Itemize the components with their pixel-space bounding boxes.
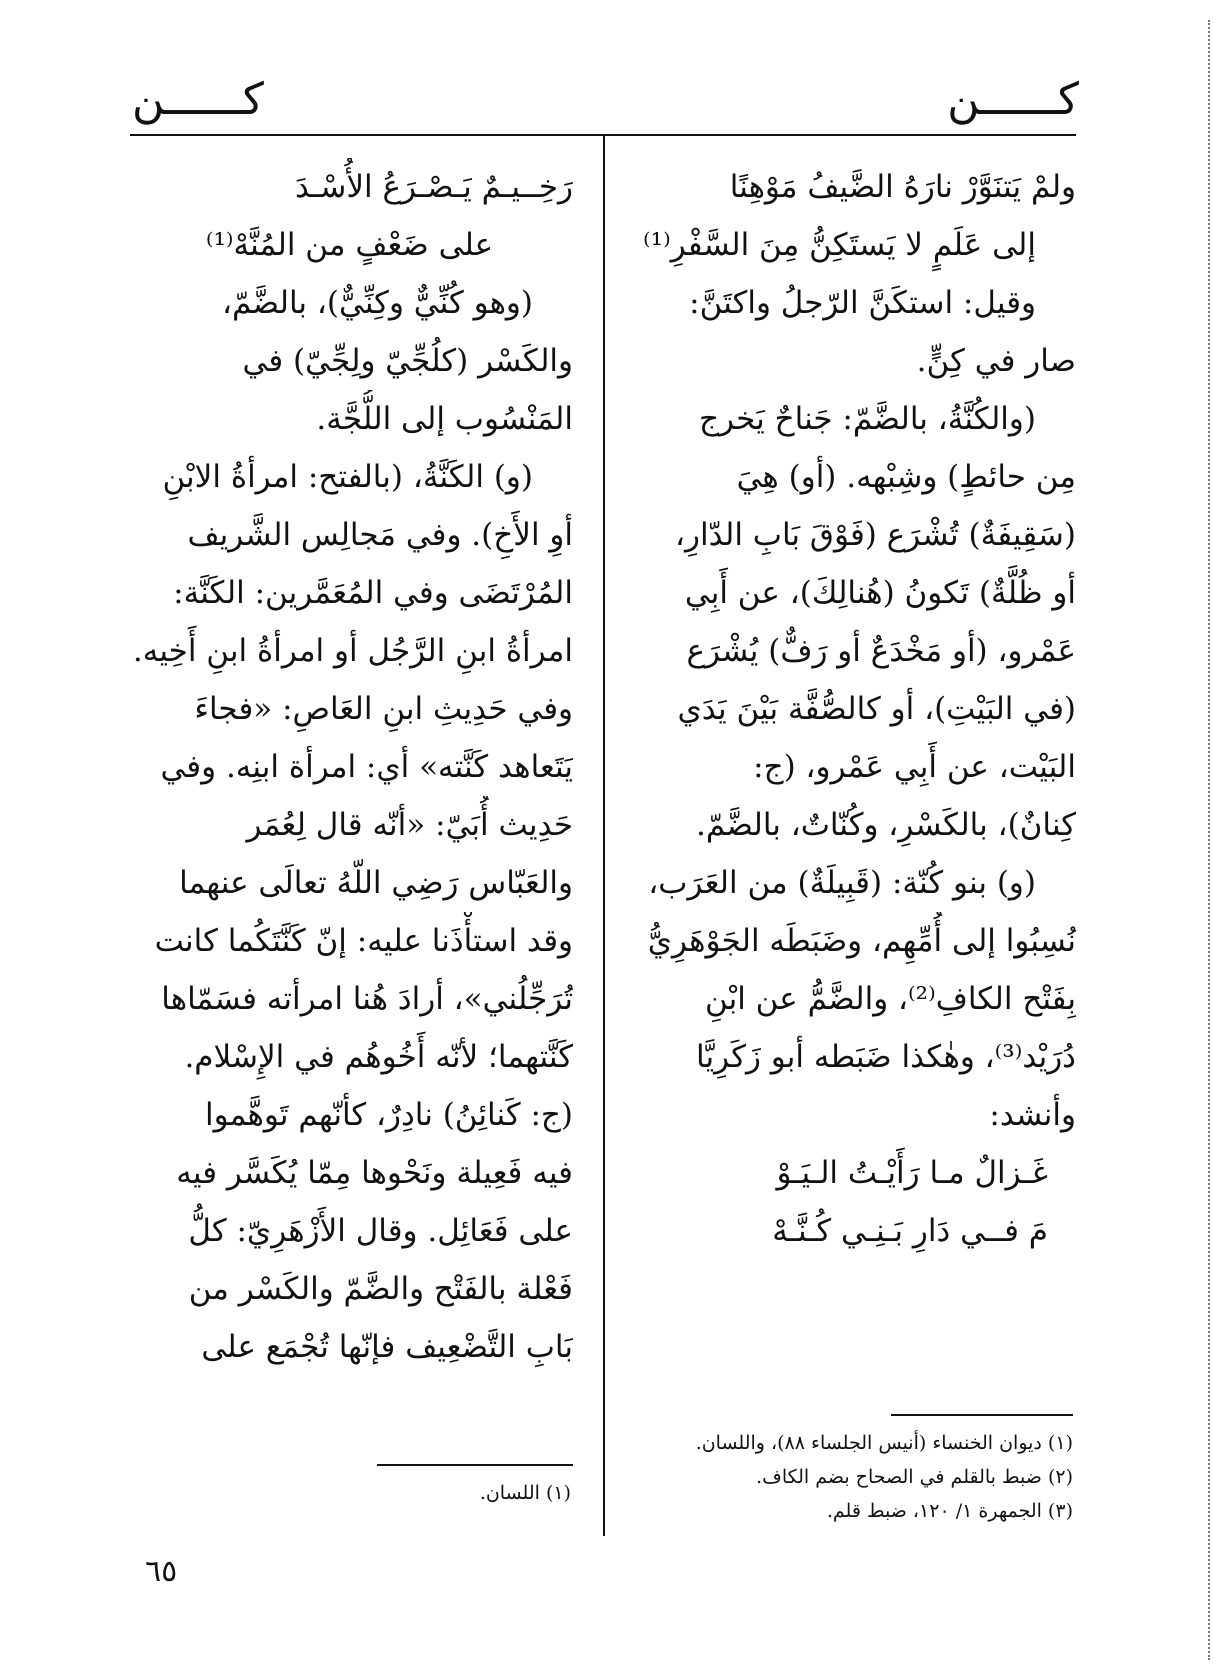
text-line: وأنشد: (989, 1097, 1076, 1133)
running-header-left: كــــــن (132, 74, 264, 125)
text-line: امرأةُ ابنِ الرَّجُل أو امرأةُ ابنِ أَخِيه. (132, 633, 573, 669)
text-line: كِنانٌ)، بالكَسْرِ، وكُنّاتٌ، بالضَّمّ. (696, 807, 1076, 843)
text-line: (ج: كَنائِنُ) نادِرٌ، كأنّهم تَوهَّموا (205, 1097, 573, 1133)
poem-line: على ضَعْفٍ من المُنَّهْ⁽¹⁾ (205, 227, 494, 263)
text-line: نُسِبُوا إلى أُمِّهِم، وضَبَطَه الجَوْهَرِيُّ (647, 923, 1076, 959)
text-line: إلى عَلَمٍ لا يَستَكِنُّ مِنَ السَّفْرِ⁽¹⁾ (643, 227, 1036, 263)
text-line: صار في كِنٍّ. (916, 343, 1076, 379)
footnote: (١) اللسان. (479, 1482, 571, 1504)
text-line: على فَعَائِل. وقال الأَزْهَرِيّ: كلُّ (188, 1213, 573, 1249)
text-line: تُرَجِّلُني»، أرادَ هُنا امرأته فسَمّاها (161, 981, 573, 1017)
text-line: (سَقِيفَةٌ) تُشْرَع (فَوْقَ بَابِ الدّارِ، (675, 517, 1076, 553)
text-line: فَعْلة بالفَتْح والضَّمّ والكَسْر من (188, 1271, 573, 1307)
text-line: (و) بنو كُنّة: (قَبِيلَةٌ) من العَرَب، (648, 865, 1036, 901)
text-line: والكَسْر (كلُجِّيّ ولِجِّيّ) في (242, 343, 573, 379)
footnote: (٢) ضبط بالقلم في الصحاح بضم الكاف. (756, 1466, 1073, 1488)
footnote: (١) ديوان الخنساء (أنيس الجلساء ٨٨)، واللسان. (695, 1432, 1073, 1454)
text-line: مِن حائطٍ) وشِبْهه. (أو) هِيَ (736, 459, 1076, 495)
column-divider (603, 136, 605, 1536)
text-line: المُرْتَضَى وفي المُعَمَّرين: الكَنَّة: (173, 575, 573, 611)
left-column (126, 158, 573, 1376)
page-edge-dots (1208, 20, 1210, 1660)
text-line: المَنْسُوب إلى اللُّجَّة. (316, 401, 573, 437)
text-line: (وهو كُنِّيٌّ وكِنِّيٌّ)، بالضَّمّ، (222, 285, 533, 321)
footnotes-left (480, 1476, 571, 1510)
text-line: (والكُنَّةُ، بالضَّمّ: جَناحٌ يَخرج (699, 401, 1036, 437)
text-line: بِفَتْح الكافِ⁽²⁾، والضَّمُّ عن ابْنِ (704, 981, 1076, 1017)
text-line: البَيْت، عن أَبِي عَمْرو، (ج: (753, 749, 1076, 785)
right-column (638, 158, 1076, 1260)
footnote: (٣) الجمهرة ١/ ١٢٠، ضبط قلم. (826, 1500, 1073, 1522)
text-line: فيه فَعِيلة ونَحْوها مِمّا يُكَسَّر فيه (176, 1155, 573, 1191)
footnote-rule-left (377, 1464, 573, 1466)
text-line: أو ظُلَّةٌ) تَكونُ (هُنالِكَ)، عن أَبِي (684, 575, 1076, 611)
poem-line: مَ فــي دَارِ بَـنِـي كُـنَّـهْ (772, 1213, 1048, 1249)
running-header-right: كــــــن (947, 74, 1079, 125)
text-line: يَتَعاهد كَنَّته» أي: امرأة ابنِه. وفي (160, 749, 573, 785)
text-line: (في البَيْتِ)، أو كالصُّفَّة بَيْنَ يَدَي (677, 691, 1076, 727)
text-line: وفي حَدِيثِ ابنِ العَاصِ: «فجاءَ (194, 691, 573, 727)
text-line: بَابِ التَّضْعِيف فإنّها تُجْمَع على (201, 1329, 573, 1365)
footnotes-right (696, 1426, 1073, 1528)
text-line: ولمْ يَتنَوَّرْ نارَهُ الضَّيفُ مَوْهِنًا (729, 169, 1076, 205)
poem-line: رَخِــيـمٌ يَـصْـرَعُ الأُسْـدَ (295, 169, 573, 205)
text-line: أوِ الأَخِ). وفي مَجالِس الشَّريف (187, 517, 573, 553)
text-line: وقد استأْذَنا عليه: إنّ كَنَّتَكُما كانت (154, 923, 573, 959)
poem-line: غَـزالٌ مـا رَأَيْـتُ الـيَـوْ (776, 1155, 1048, 1191)
text-line: وقيل: استكَنَّ الرّجلُ واكتَنَّ: (689, 285, 1036, 321)
page-number: ٦٥ (145, 1554, 178, 1589)
text-line: دُرَيْد⁽³⁾، وهٰكذا ضَبَطه أبو زَكَرِيَّا (696, 1039, 1076, 1075)
text-line: حَدِيث أُبَيّ: «أنّه قال لِعُمَر (246, 807, 573, 843)
text-line: (و) الكَنَّةُ، (بالفتح: امرأةُ الابْنِ (162, 459, 533, 495)
text-line: والعَبّاس رَضِي اللّهُ تعالَى عنهما (179, 865, 573, 901)
text-line: كَنَّتهما؛ لأنّه أَخُوهُم في الإِسْلام. (184, 1039, 573, 1075)
text-line: عَمْرو، (أو مَخْدَعٌ أو رَفٌّ) يُشْرَع (686, 633, 1076, 669)
footnote-rule-right (891, 1414, 1073, 1416)
